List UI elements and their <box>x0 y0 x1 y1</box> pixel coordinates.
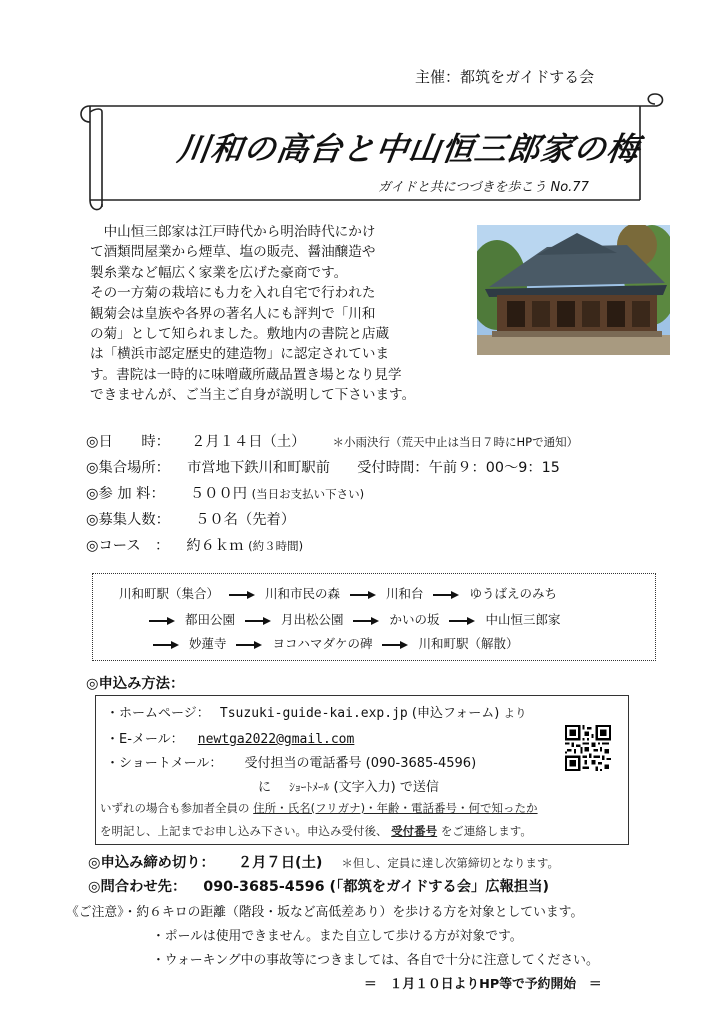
apply-sms-line2 <box>258 776 439 795</box>
intro-line: 製糸業など幅広く家業を広げた豪商です。 <box>90 264 348 281</box>
meet-label: ◎集合場所： <box>86 460 170 476</box>
route-stop: かいの坂 <box>389 612 440 627</box>
sms-label: ・ショートメール： <box>106 756 223 771</box>
route-stop: 川和町駅（解散） <box>418 636 519 651</box>
historic-house-photo <box>477 225 670 355</box>
intro-line: できませんが、ご当主ご自身が説明して下さいます。 <box>90 387 416 404</box>
fee-value: ５００円 <box>189 486 248 502</box>
route-stop: 妙蓮寺 <box>188 636 227 651</box>
capacity-label: ◎募集人数： <box>86 512 170 528</box>
info-date <box>86 431 578 451</box>
route-stop: ゆうばえのみち <box>469 586 557 601</box>
deadline-label: ◎申込み締め切り： <box>88 855 215 871</box>
contact-label: ◎問合わせ先： <box>88 879 187 895</box>
info-meeting <box>86 457 560 477</box>
meet-value: 市営地下鉄川和町駅前 <box>187 460 331 476</box>
fee-note: (当日お支払い下さい) <box>251 487 365 501</box>
apply-note-2 <box>100 823 532 839</box>
arrow-right-icon <box>350 590 376 600</box>
hp-suffix: より <box>503 706 527 720</box>
note1-a: いずれの場合も参加者全員の <box>100 801 250 815</box>
event-subtitle: ガイドと共につづきを歩こう No.77 <box>378 180 589 195</box>
arrow-right-icon <box>245 616 271 626</box>
contact-value: 090-3685-4596 (「都筑をガイドする会」広報担当) <box>203 879 550 895</box>
apply-email <box>106 728 354 747</box>
note2-a: を明記し、上記までお申し込み下さい。申込み受付後、 <box>100 824 388 838</box>
organizer-text: 主催：都筑をガイドする会 <box>415 68 595 86</box>
arrow-right-icon <box>353 616 379 626</box>
route-stop: 川和台 <box>385 586 424 601</box>
hp-form: (申込フォーム) <box>411 706 500 721</box>
event-title: 川和の高台と中山恒三郎家の梅 <box>175 130 643 168</box>
arrow-right-icon <box>236 640 262 650</box>
course-value: 約６ｋｍ <box>186 538 244 554</box>
caution-line-3: ・ウォーキング中の事故等につきましては、各自で十分に注意してください。 <box>152 953 599 968</box>
intro-line: 中山恒三郎家は江戸時代から明治時代にかけ <box>90 224 376 240</box>
intro-line: す。書院は一時的に味噌蔵所蔵品置き場となり見学 <box>90 366 402 383</box>
capacity-value: ５０名（先着） <box>195 512 296 528</box>
course-row-2 <box>143 610 560 628</box>
info-fee <box>86 483 364 503</box>
sms-suffix: (文字入力) で送信 <box>333 780 439 795</box>
route-stop: ヨコハマダケの碑 <box>272 636 373 651</box>
apply-sms <box>106 752 476 771</box>
booking-start-notice: ＝ １月１０日よりHP等で予約開始 ＝ <box>364 977 602 992</box>
course-note: (約３時間) <box>248 539 304 553</box>
apply-title: ◎申込み方法： <box>86 676 185 692</box>
sms-prefix: に <box>258 780 272 795</box>
caution-line-2: ・ポールは使用できません。また自立して歩ける方が対象です。 <box>152 929 523 944</box>
route-stop: 川和町駅（集合） <box>119 586 220 601</box>
deadline <box>88 852 559 872</box>
hp-label: ・ホームページ： <box>106 706 210 721</box>
course-label: ◎コース ： <box>86 538 170 554</box>
info-capacity <box>86 509 295 529</box>
arrow-right-icon <box>153 640 179 650</box>
intro-line: は「横浜市認定歴史的建造物」に認定されていま <box>90 346 390 363</box>
route-stop: 月出松公園 <box>280 612 344 627</box>
note2-b: 受付番号 <box>391 824 438 838</box>
email-label: ・E-メール： <box>106 732 184 747</box>
arrow-right-icon <box>433 590 459 600</box>
intro-line: 観菊会は皇族や各界の著名人にも評判で「川和 <box>90 305 376 322</box>
reception-time: 受付時間：午前９：00～9：15 <box>357 460 560 476</box>
info-course <box>86 535 303 555</box>
fee-label: ◎参 加 料： <box>86 486 165 502</box>
sms-small: ｼｮｰﾄﾒｰﾙ <box>289 780 330 794</box>
apply-note-1 <box>100 800 538 816</box>
deadline-value: ２月７日(土) <box>237 855 323 871</box>
qr-code[interactable] <box>565 725 611 771</box>
route-stop: 川和市民の森 <box>264 586 340 601</box>
apply-box <box>95 695 629 845</box>
course-row-1 <box>119 584 557 602</box>
route-stop: 都田公園 <box>184 612 235 627</box>
date-note: ＊小雨決行（荒天中止は当日７時にHPで通知） <box>332 435 579 449</box>
caution-line-1: 《ご注意》・約６キロの距離（階段・坂など高低差あり）を歩ける方を対象としています。 <box>66 905 584 920</box>
route-stop: 中山恒三郎家 <box>485 612 561 627</box>
intro-line: その一方菊の栽培にも力を入れ自宅で行われた <box>90 285 376 302</box>
contact <box>88 876 549 896</box>
intro-line: て酒類問屋業から煙草、塩の販売、醤油醸造や <box>90 244 376 261</box>
deadline-note: ＊但し、定員に達し次第締切となります。 <box>341 856 559 870</box>
apply-homepage <box>106 702 527 721</box>
date-value: ２月１４日（土） <box>191 434 306 450</box>
hp-url-link[interactable]: Tsuzuki-guide-kai.exp.jp <box>219 706 408 721</box>
sms-text: 受付担当の電話番号 (090-3685-4596) <box>244 756 477 771</box>
course-row-3 <box>147 634 518 652</box>
email-link[interactable]: newtga2022@gmail.com <box>197 732 355 747</box>
intro-paragraph <box>90 222 482 406</box>
note2-c: をご連絡します。 <box>440 824 532 838</box>
date-label: ◎日 時： <box>86 434 170 450</box>
note1-b: 住所・氏名(フリガナ)・年齢・電話番号・何で知ったか <box>253 801 538 815</box>
arrow-right-icon <box>149 616 175 626</box>
arrow-right-icon <box>449 616 475 626</box>
course-route-box <box>92 573 656 661</box>
intro-line: の菊」として知られました。敷地内の書院と店蔵 <box>90 326 390 343</box>
arrow-right-icon <box>229 590 255 600</box>
arrow-right-icon <box>382 640 408 650</box>
